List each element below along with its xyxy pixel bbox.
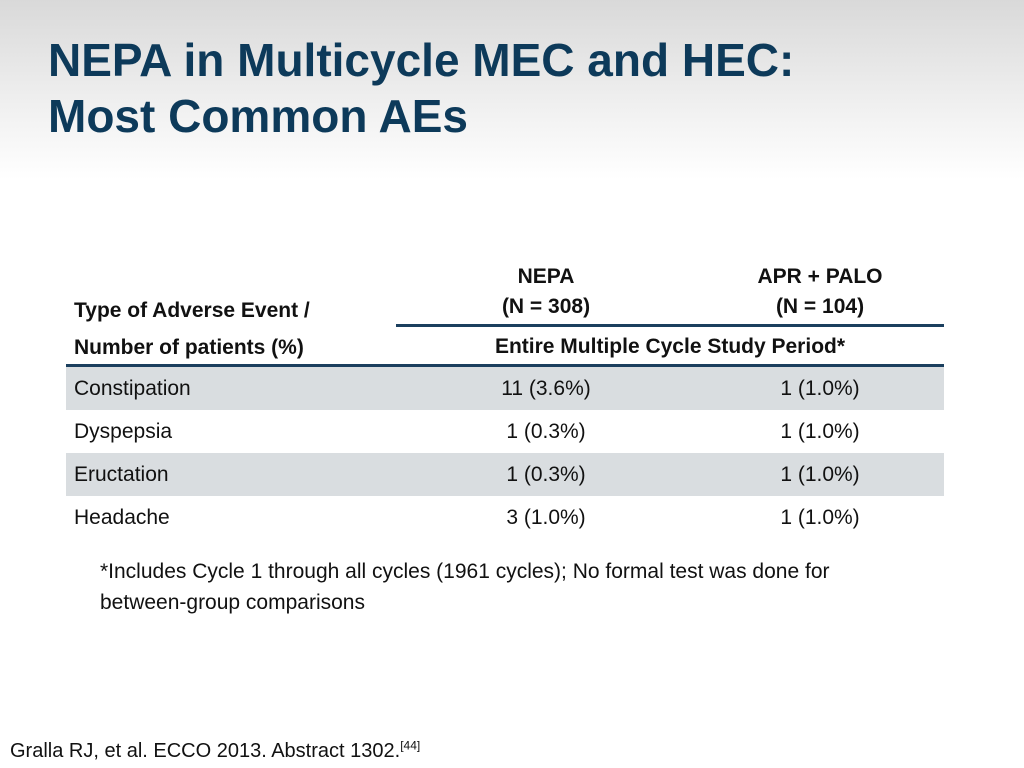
adverse-events-table [66,262,944,539]
slide-title [48,32,988,144]
footnote: *Includes Cycle 1 through all cycles (1961 cycles); No formal test was done for between-group comparisons [100,560,830,614]
column-header-apr-palo-name: APR + PALO [757,265,883,288]
event-name: Eructation [74,463,169,486]
table-header [66,262,944,364]
column-header-nepa [446,262,646,322]
apr-palo-value: 1 (1.0%) [780,506,860,529]
event-name: Dyspepsia [74,420,173,443]
table-row [66,496,944,539]
nepa-value: 1 (0.3%) [506,463,586,486]
slide-title-line-1: NEPA in Multicycle MEC and HEC: [48,34,795,86]
table-row [66,453,944,496]
apr-palo-value: 1 (1.0%) [780,420,860,443]
row-header-line-2: Number of patients (%) [74,336,304,359]
column-header-apr-palo [720,262,920,322]
apr-palo-value: 1 (1.0%) [780,463,860,486]
event-name: Constipation [74,377,191,400]
header-divider [396,324,944,327]
column-header-nepa-n: (N = 308) [501,295,591,318]
nepa-value: 1 (0.3%) [506,420,586,443]
table-row [66,410,944,453]
slide-title-line-2: Most Common AEs [48,90,468,142]
apr-palo-value: 1 (1.0%) [780,377,860,400]
event-name: Headache [74,506,170,529]
nepa-value: 3 (1.0%) [506,506,586,529]
citation-ref: [44] [400,738,421,753]
citation [10,738,420,764]
citation-text: Gralla RJ, et al. ECCO 2013. Abstract 1302. [10,740,401,762]
nepa-value: 11 (3.6%) [501,377,591,400]
row-header-line-1: Type of Adverse Event / [74,299,310,322]
column-header-apr-palo-n: (N = 104) [775,295,865,318]
study-period-label: Entire Multiple Cycle Study Period* [494,335,846,358]
row-header [74,292,394,366]
table-row [66,367,944,410]
column-header-nepa-name: NEPA [517,265,575,288]
